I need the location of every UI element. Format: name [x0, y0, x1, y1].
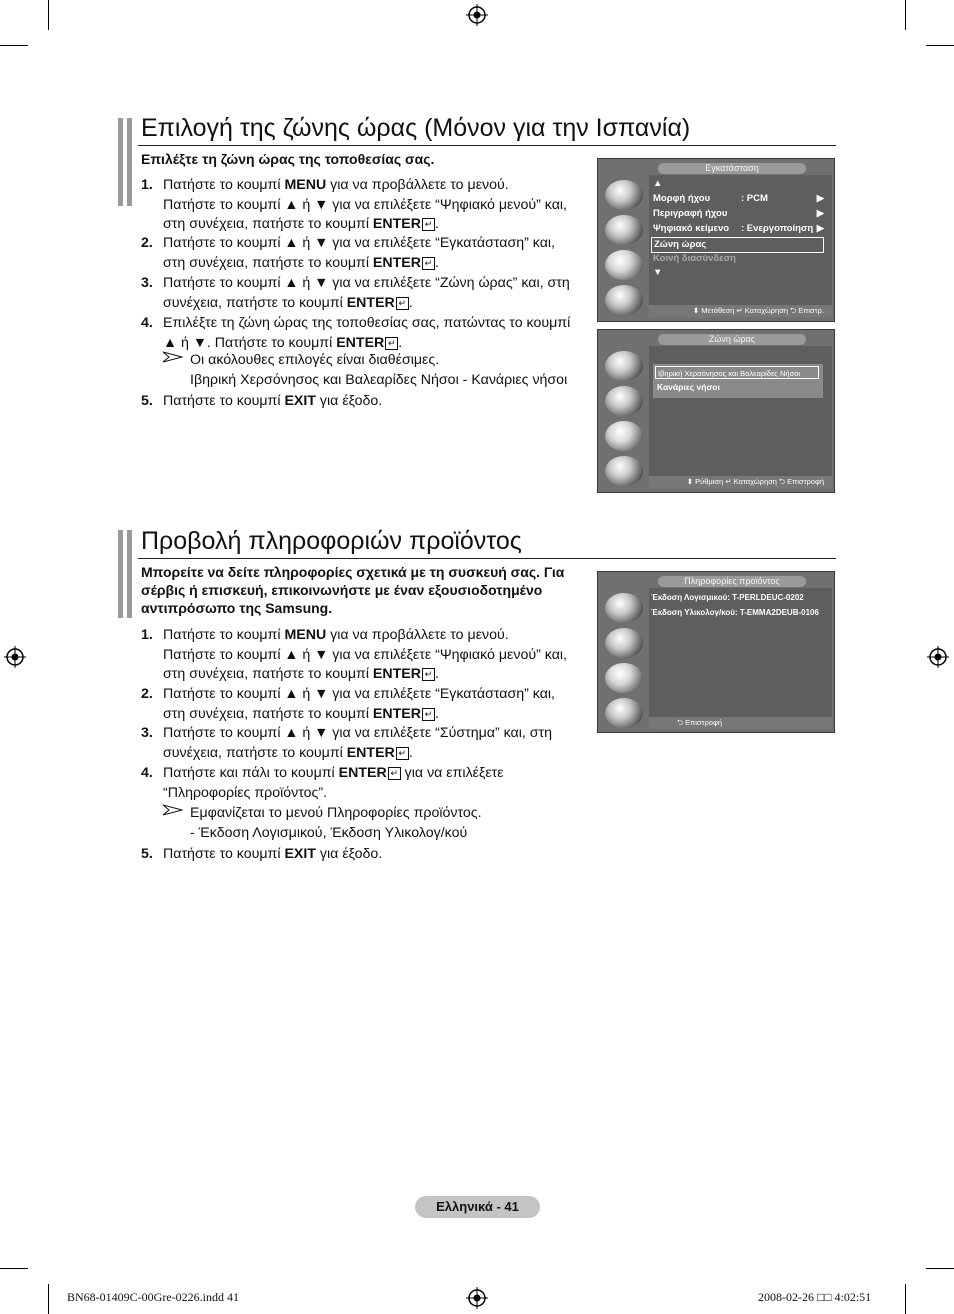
section-bar: [118, 530, 132, 618]
section-bar: [118, 118, 132, 206]
input-icon: [605, 698, 643, 728]
section-rule: [138, 558, 836, 559]
osd-product-info-menu: [597, 571, 835, 733]
section-rule: [138, 145, 836, 146]
step-5: 5. Πατήστε το κουμπί EXIT για έξοδο.: [141, 393, 383, 409]
enter-icon: ↵: [388, 767, 401, 780]
crop-mark: [926, 1268, 954, 1269]
section-title: Επιλογή της ζώνης ώρας (Μόνον για την Ισπανία): [141, 114, 691, 142]
section-intro: Μπορείτε να δείτε πληροφορίες σχετικά με τη συσκευή σας. Για σέρβις ή επισκευή, επικοινωνήστε με έναν εξουσιοδοτημένο αντιπρόσωπο της Samsung.: [141, 564, 565, 616]
crop-mark: [0, 1268, 28, 1269]
input-icon: [605, 285, 643, 315]
osd-sidebar: [600, 588, 648, 728]
note: Οι ακόλουθες επιλογές είναι διαθέσιμες. Ιβηρική Χερσόνησος και Βαλεαρίδες Νήσοι - Κανάριες νήσοι: [163, 351, 593, 390]
option-box: [653, 364, 823, 398]
osd-header: Πληροφορίες προϊόντος: [658, 576, 806, 587]
sound-icon: [605, 628, 643, 658]
hardware-version: Έκδοση Υλικολογ/κού: T-EMMA2DEUB-0106: [651, 608, 819, 617]
step-1: 1. Πατήστε το κουμπί MENU για να προβάλλετε το μενού. Πατήστε το κουμπί ▲ ή ▼ για να επιλέξετε “Ψηφιακό μενού” και, στη συνέχεια, πατήστε το κουμπί ENTER ↵ .: [141, 177, 567, 232]
step-4: 4. Επιλέξτε τη ζώνη ώρας της τοποθεσίας σας, πατώντας το κουμπί ▲ ή ▼. Πατήστε το κουμπί ENTER ↵ .: [141, 315, 571, 351]
osd-panel: [649, 175, 832, 305]
enter-icon: ↵: [396, 297, 409, 310]
step-5: 5. Πατήστε το κουμπί EXIT για έξοδο.: [141, 846, 383, 862]
osd-footer: ⬍ Ρύθμιση ↵ Καταχώρηση ⮌ Επιστροφή: [649, 476, 832, 488]
crop-mark: [48, 1284, 49, 1314]
section-intro: Επιλέξτε τη ζώνη ώρας της τοποθεσίας σας.: [141, 151, 435, 167]
osd-header: Εγκατάσταση: [658, 163, 806, 174]
note-arrow-icon: [163, 804, 183, 816]
osd-sidebar: [600, 346, 648, 486]
note-arrow-icon: [163, 351, 183, 363]
option-canary-islands[interactable]: Κανάριες νήσοι: [657, 382, 720, 392]
enter-icon: ↵: [422, 218, 435, 231]
option-iberian-peninsula[interactable]: Ιβηρική Χερσόνησος και Βαλεαρίδες Νήσοι: [655, 366, 819, 379]
crop-mark: [926, 45, 954, 46]
osd-footer: ⬍ Μετάθεση ↵ Καταχώρηση ⮌ Επιστρ.: [649, 305, 832, 317]
osd-sidebar: [600, 175, 648, 315]
menu-item-audio-description[interactable]: Περιγραφή ήχου ▶: [653, 208, 824, 219]
enter-icon: ↵: [422, 668, 435, 681]
step-4: 4. Πατήστε και πάλι το κουμπί ENTER ↵ για να επιλέξετε “Πληροφορίες προϊόντος”.: [141, 765, 504, 801]
note: Εμφανίζεται το μενού Πληροφορίες προϊόντος. - Έκδοση Λογισμικού, Έκδοση Υλικολογ/κού: [163, 804, 593, 843]
crop-mark: [48, 0, 49, 30]
registration-mark-icon: [466, 4, 488, 26]
enter-icon: ↵: [385, 337, 398, 350]
step-3: 3. Πατήστε το κουμπί ▲ ή ▼ για να επιλέξετε “Ζώνη ώρας” και, στη συνέχεια, πατήστε το κουμπί ENTER ↵ .: [141, 275, 570, 311]
step-2: 2. Πατήστε το κουμπί ▲ ή ▼ για να επιλέξετε “Εγκατάσταση” και, στη συνέχεια, πατήστε το κουμπί ENTER ↵ .: [141, 235, 555, 271]
osd-setup-menu: [597, 158, 835, 322]
footer-timestamp: 2008-02-26 □□ 4:02:51: [758, 1290, 872, 1304]
osd-panel: [649, 346, 832, 476]
menu-item-sound-format[interactable]: Μορφή ήχου : PCM ▶: [653, 193, 824, 204]
step-3: 3. Πατήστε το κουμπί ▲ ή ▼ για να επιλέξετε “Σύστημα” και, στη συνέχεια, πατήστε το κουμπί ENTER ↵ .: [141, 725, 553, 761]
setup-icon: [605, 250, 643, 280]
picture-icon: [605, 351, 643, 381]
osd-panel: [649, 588, 832, 717]
crop-mark: [0, 45, 28, 46]
crop-mark: [905, 1284, 906, 1314]
enter-icon: ↵: [396, 747, 409, 760]
sound-icon: [605, 386, 643, 416]
enter-icon: ↵: [422, 257, 435, 270]
setup-icon: [605, 663, 643, 693]
registration-mark-icon: [4, 646, 26, 668]
picture-icon: [605, 180, 643, 210]
osd-footer: ⮌ Επιστροφή: [649, 717, 832, 729]
registration-mark-icon: [927, 646, 949, 668]
setup-icon: [605, 421, 643, 451]
menu-item-digital-text[interactable]: Ψηφιακό κείμενο : Ενεργοποίηση ▶: [653, 223, 824, 234]
step-1: 1. Πατήστε το κουμπί MENU για να προβάλλετε το μενού. Πατήστε το κουμπί ▲ ή ▼ για να επιλέξετε “Ψηφιακό μενού” και, στη συνέχεια, πατήστε το κουμπί ENTER ↵ .: [141, 627, 567, 682]
sound-icon: [605, 215, 643, 245]
osd-header: Ζώνη ώρας: [658, 334, 806, 345]
picture-icon: [605, 593, 643, 623]
page-number: Ελληνικά - 41: [415, 1196, 540, 1218]
menu-item-common-interface[interactable]: Κοινή διασύνδεση: [653, 253, 736, 264]
input-icon: [605, 456, 643, 486]
registration-mark-icon: [466, 1287, 488, 1309]
scroll-down-icon[interactable]: ▼: [653, 267, 663, 278]
crop-mark: [905, 0, 906, 30]
enter-icon: ↵: [422, 708, 435, 721]
footer-filename: BN68-01409C-00Gre-0226.indd 41: [67, 1290, 239, 1304]
step-2: 2. Πατήστε το κουμπί ▲ ή ▼ για να επιλέξετε “Εγκατάσταση” και, στη συνέχεια, πατήστε το κουμπί ENTER ↵ .: [141, 686, 555, 722]
section-title: Προβολή πληροφοριών προϊόντος: [141, 527, 522, 555]
software-version: Έκδοση Λογισμικού: T-PERLDEUC-0202: [651, 593, 804, 602]
menu-item-time-zone[interactable]: Ζώνη ώρας: [651, 237, 824, 253]
scroll-up-icon[interactable]: ▲: [653, 178, 663, 189]
osd-time-zone-menu: [597, 329, 835, 493]
